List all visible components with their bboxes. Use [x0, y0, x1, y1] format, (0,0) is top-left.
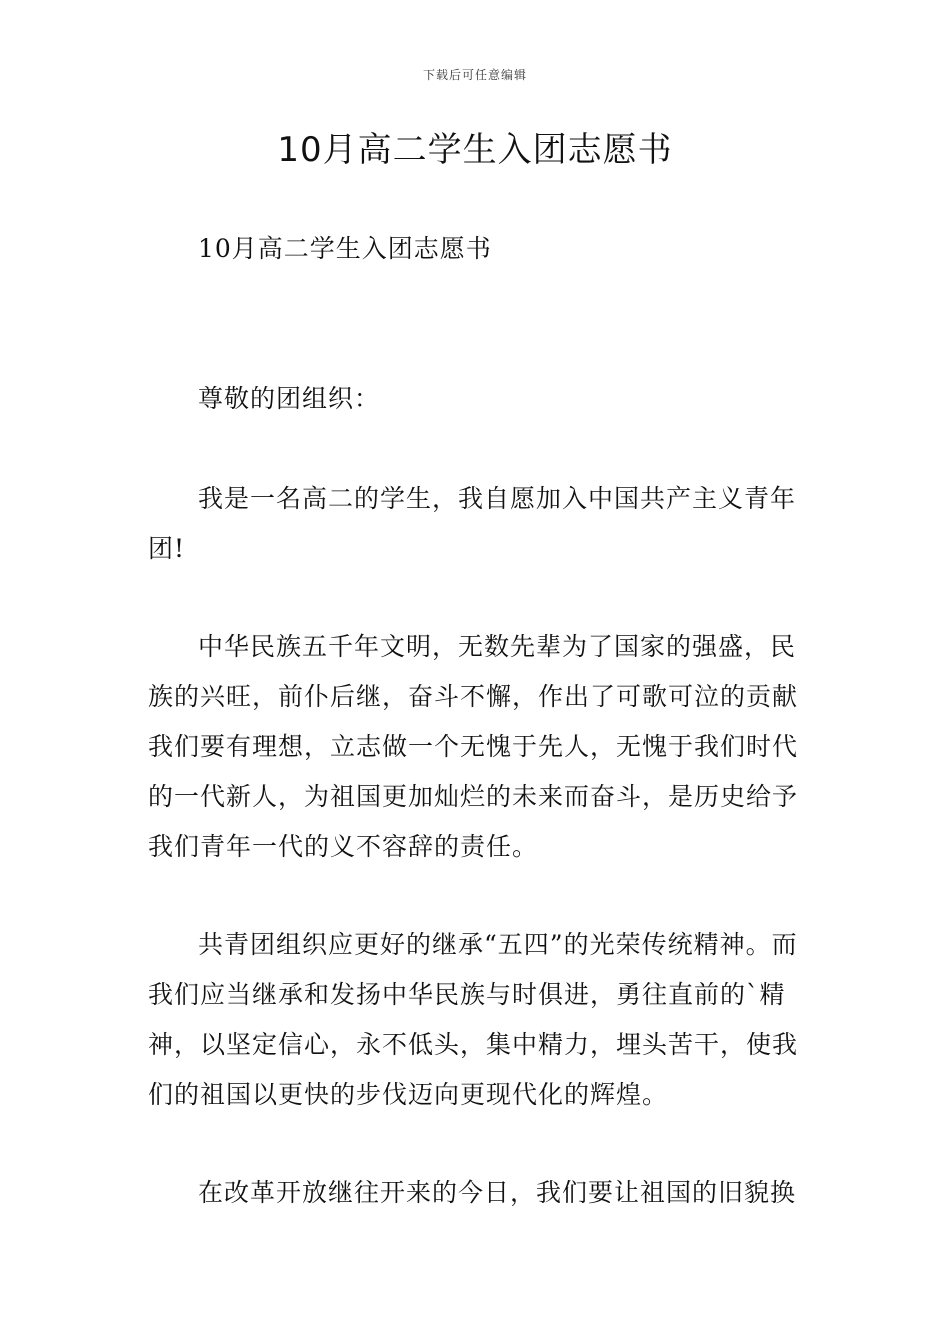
header-note: 下载后可任意编辑	[422, 68, 527, 82]
paragraph-2: 中华民族五千年文明，无数先辈为了国家的强盛，民族的兴旺，前仆后继，奋斗不懈，作出了可歌可泣的贡献我们要有理想，立志做一个无愧于先人，无愧于我们时代的一代新人，为祖国更加灿烂的未来而奋斗，是历史给予我们青年一代的义不容辞的责任。	[148, 632, 799, 861]
document-subtitle: 10月高二学生入团志愿书	[198, 234, 492, 263]
salutation: 尊敬的团组织：	[198, 384, 381, 413]
document-title: 10月高二学生入团志愿书	[277, 130, 673, 170]
paragraph-4: 在改革开放继往开来的今日，我们要让祖国的旧貌换	[198, 1178, 797, 1207]
paragraph-1: 我是一名高二的学生，我自愿加入中国共产主义青年团!	[148, 484, 797, 563]
paragraph-3: 共青团组织应更好的继承“五四”的光荣传统精神。而我们应当继承和发扬中华民族与时俱进，勇往直前的`精神，以坚定信心，永不低头，集中精力，埋头苦干，使我们的祖国以更快的步伐迈向更现代化的辉煌。	[148, 930, 799, 1109]
